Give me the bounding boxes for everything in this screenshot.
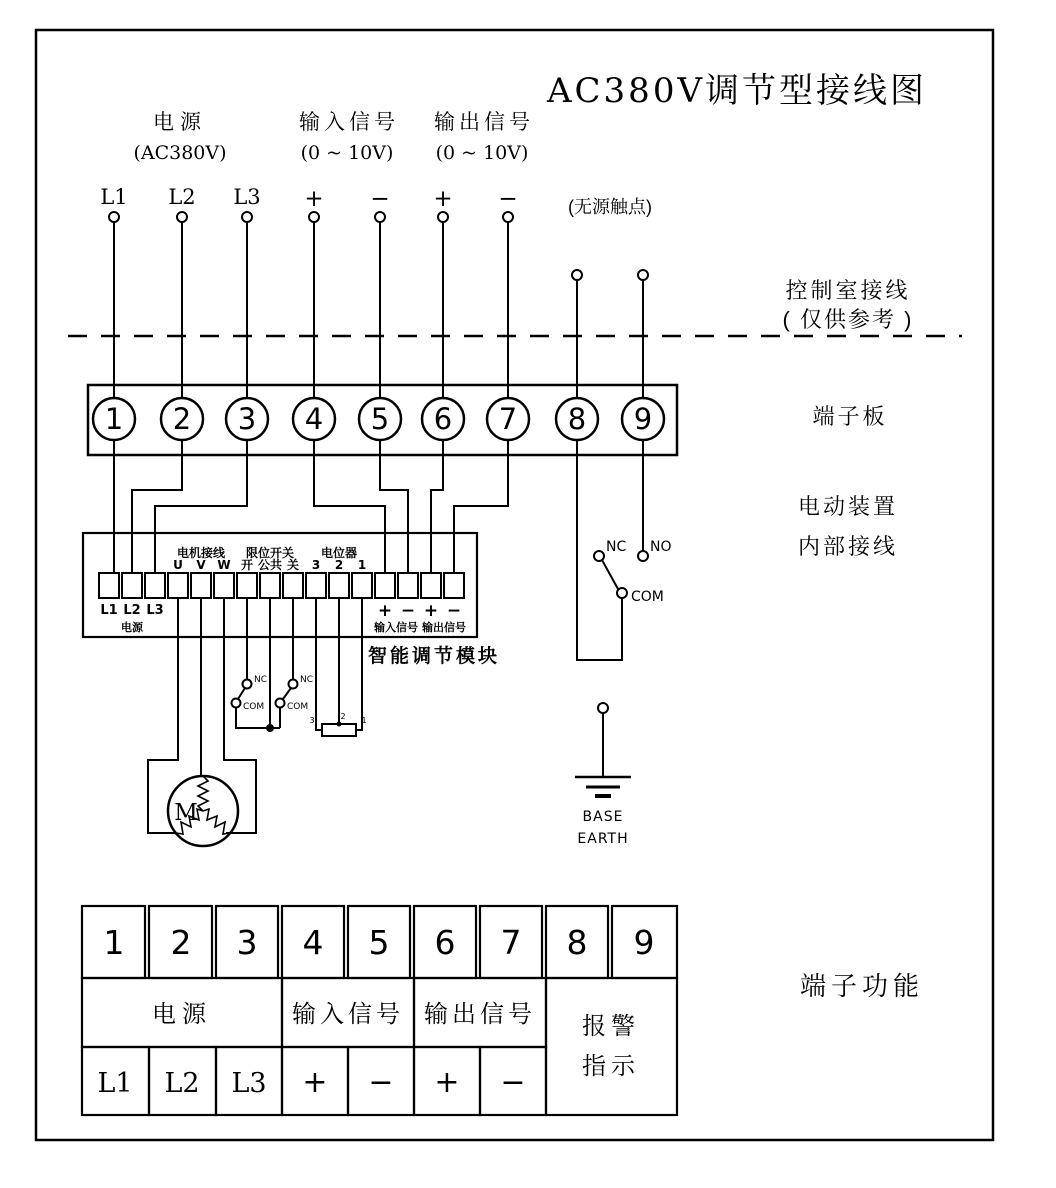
motor <box>168 776 238 846</box>
module-pin-common: 公共 <box>257 558 283 572</box>
top-term-label: − <box>370 186 390 212</box>
table-number: 4 <box>302 923 324 962</box>
ground-earth-label: EARTH <box>577 831 629 847</box>
table-row3-cell: − <box>500 1065 526 1100</box>
diagram-title: AC380V调节型接线图 <box>546 71 928 111</box>
top-term-label: + <box>304 186 324 212</box>
module-pin-close: 关 <box>286 558 300 572</box>
alarm-com-label: COM <box>631 589 664 605</box>
board-terminal-number: 5 <box>370 402 390 436</box>
table-number: 2 <box>170 923 192 962</box>
module-pin-1: 1 <box>357 558 367 572</box>
table-number: 6 <box>434 923 456 962</box>
table-number: 9 <box>633 923 655 962</box>
smart-module <box>83 533 500 667</box>
module-l1: L1 <box>100 603 118 618</box>
module-terminal-strip <box>99 573 464 598</box>
table-row3-cell: L1 <box>97 1068 133 1099</box>
module-pin-open: 开 <box>240 558 254 572</box>
table-row3-cell: − <box>368 1065 394 1100</box>
limit-switch1-com-label: COM <box>243 702 265 712</box>
top-section <box>100 111 652 398</box>
ground-base-label: BASE <box>582 809 624 825</box>
table-alarm-label-1: 报警 <box>582 1013 640 1040</box>
board-to-module-wires <box>114 440 508 573</box>
limit-switch1-nc-label: NC <box>254 675 268 685</box>
input-group-label: 输入信号 <box>299 111 399 134</box>
terminal-function-label: 端子功能 <box>799 971 925 1001</box>
alarm-no-label: NO <box>650 539 672 555</box>
output-group-label: 输出信号 <box>434 111 534 134</box>
board-terminal-number: 8 <box>567 402 587 436</box>
module-out-minus: − <box>446 601 462 621</box>
module-lower-wires <box>148 598 362 833</box>
control-room-note-1: 控制室接线 <box>785 278 911 303</box>
table-alarm-label-2: 指示 <box>582 1053 640 1080</box>
module-in-plus: + <box>377 601 393 621</box>
top-term-label: L1 <box>100 185 128 209</box>
dry-contact-label: (无源触点) <box>568 197 652 217</box>
potentiometer-label: 电位器 <box>320 546 358 560</box>
limit-switches <box>232 675 314 731</box>
device-internal-label-2: 内部接线 <box>797 534 899 559</box>
top-term-label: − <box>498 186 518 212</box>
top-term-label: + <box>433 186 453 212</box>
table-row3-cell: L2 <box>164 1068 200 1099</box>
power-group-label: 电源 <box>153 111 207 134</box>
terminal-function-table <box>82 906 677 1115</box>
pot-pin3-label: 3 <box>309 716 315 725</box>
module-name-label: 智能调节模块 <box>368 646 501 667</box>
board-terminal-number: 7 <box>498 402 518 436</box>
top-term-label: L3 <box>233 185 261 209</box>
table-input-label: 输入信号 <box>292 1001 404 1028</box>
module-pin-w: W <box>217 558 231 572</box>
table-number: 1 <box>103 923 125 962</box>
module-in-minus: − <box>400 601 416 621</box>
ground-symbol <box>575 703 631 847</box>
top-terminal-wires <box>109 212 648 398</box>
side-annotations <box>783 278 924 1001</box>
table-power-label: 电源 <box>152 1001 212 1028</box>
limit-switch2-nc-label: NC <box>300 675 314 685</box>
alarm-switch <box>577 440 672 660</box>
board-terminal-number: 4 <box>304 402 324 436</box>
module-out-plus: + <box>423 601 439 621</box>
table-number: 3 <box>236 923 258 962</box>
module-output-signal-label: 输出信号 <box>422 622 466 634</box>
pot-pin2-label: 2 <box>340 712 346 721</box>
table-row3-cell: L3 <box>231 1068 267 1099</box>
module-pin-v: V <box>196 558 206 572</box>
table-number: 8 <box>566 923 588 962</box>
module-pin-3: 3 <box>311 558 321 572</box>
table-number: 5 <box>368 923 390 962</box>
limit-switch2-com-label: COM <box>287 702 309 712</box>
input-group-sub: (0 ~ 10V) <box>300 142 394 164</box>
module-l3: L3 <box>146 603 164 618</box>
control-room-note-2: ( 仅供参考 ) <box>782 307 914 332</box>
module-input-signal-label: 输入信号 <box>374 622 418 634</box>
terminal-board-label: 端子板 <box>812 404 888 429</box>
motor-letter: M <box>174 800 198 826</box>
motor-wiring-label: 电机接线 <box>176 546 226 560</box>
module-pin-2: 2 <box>334 558 344 572</box>
table-row3-cell: + <box>434 1065 460 1100</box>
pot-pin1-label: 1 <box>361 716 367 725</box>
terminal-board <box>88 385 677 455</box>
board-terminal-number: 2 <box>172 402 192 436</box>
top-term-label: L2 <box>168 185 196 209</box>
module-l2: L2 <box>123 603 141 618</box>
board-terminal-number: 3 <box>237 402 257 436</box>
board-terminal-number: 6 <box>433 402 453 436</box>
alarm-nc-label: NC <box>606 539 627 555</box>
table-output-label: 输出信号 <box>424 1001 536 1028</box>
module-pin-u: U <box>173 558 183 572</box>
power-group-sub: (AC380V) <box>133 142 227 164</box>
device-internal-label-1: 电动装置 <box>797 494 899 519</box>
output-group-sub: (0 ~ 10V) <box>435 142 529 164</box>
table-number: 7 <box>500 923 522 962</box>
limit-switch-label: 限位开关 <box>245 546 295 560</box>
board-terminal-number: 9 <box>633 402 653 436</box>
module-power-label: 电源 <box>121 622 143 634</box>
table-row3-cell: + <box>302 1065 328 1100</box>
board-terminal-number: 1 <box>104 402 124 436</box>
